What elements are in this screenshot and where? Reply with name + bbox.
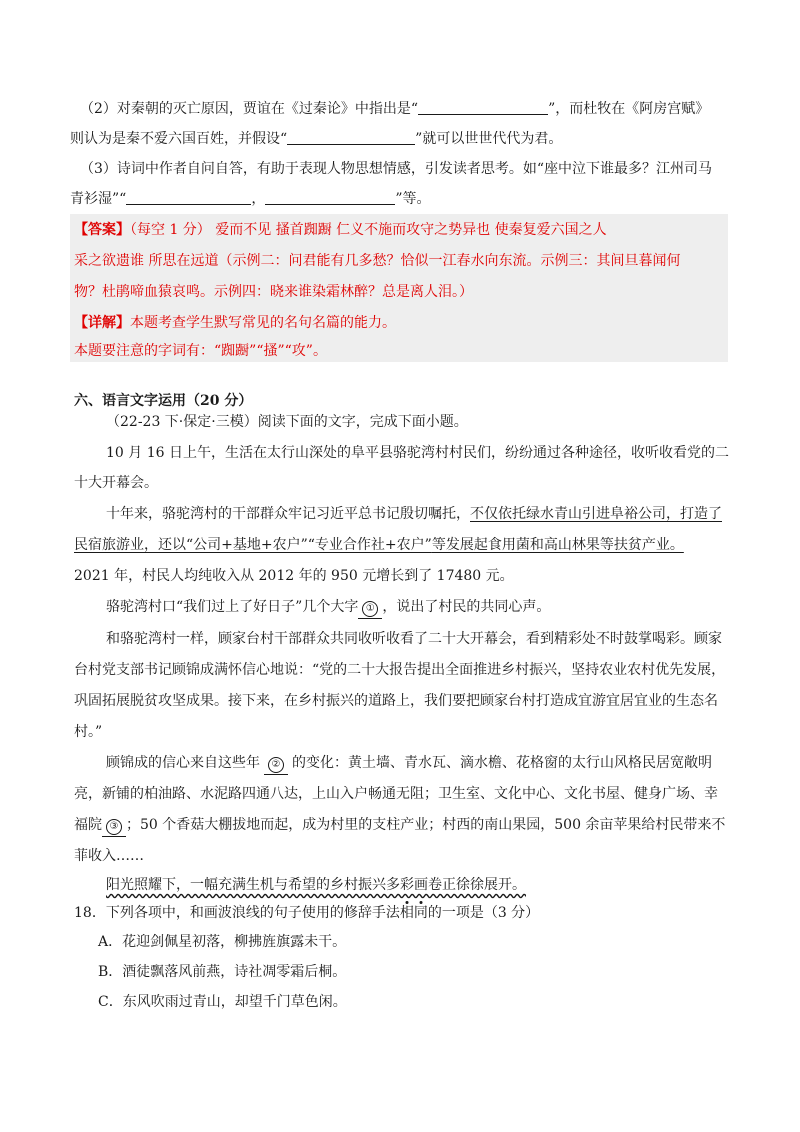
q18-text-b: 的一项是（3 分） [427, 905, 540, 921]
q2-text-c: 则认为是秦不爱六国百姓，并假设“ [70, 131, 288, 147]
section-intro: （22-23 下·保定·三模）阅读下面的文字，完成下面小题。 [106, 414, 468, 430]
answer-line2: 采之欲遗谁 所思在远道（示例二：问君能有几多愁？恰似一江春水向东流。示例三：其间旦暮闻何 [74, 253, 681, 269]
blank-3[interactable] [102, 814, 126, 837]
p6-text-d: ；50 个香菇大棚拔地而起，成为村里的支柱产业；村西的南山果园，500 余亩苹果给村民带来不 [126, 817, 726, 833]
detail-text-1: 本题考查学生默写常见的名句名篇的能力。 [130, 315, 396, 331]
option-c[interactable]: C．东风吹雨过青山，却望千门草色闲。 [98, 994, 347, 1010]
p5-line1: 和骆驼湾村一样，顾家台村干部群众共同收听收看了二十大开幕会，看到精彩处不时鼓掌喝彩。顾家 [106, 631, 722, 647]
p3-line: 2021 年，村民人均纯收入从 2012 年的 950 元增长到了 17480 元。 [74, 568, 514, 584]
q2-text-b: ”，而杜牧在《阿房宫赋》 [548, 101, 710, 117]
q2-text-d: ”就可以世世代代为君。 [415, 131, 563, 147]
mark-1: ① [362, 601, 378, 617]
q3-line1: （3）诗词中作者自问自答，有助于表现人物思想情感，引发读者思考。如“座中泣下谁最多？江州司马 [80, 161, 713, 177]
mark-3: ③ [106, 819, 122, 835]
detail-label: 【详解】 [74, 315, 130, 331]
p2-text-a: 十年来，骆驼湾村的干部群众牢记习近平总书记殷切嘱托， [106, 506, 470, 522]
p2-line1 [106, 503, 722, 525]
p6-line1 [106, 752, 712, 775]
q3-text-b: ， [251, 191, 266, 207]
p6-line3 [74, 814, 725, 837]
p5-line2: 台村党支部书记顾锦成满怀信心地说：“党的二十大报告提出全面推进乡村振兴，坚持农业农村优先发展， [74, 662, 726, 678]
answer-label: 【答案】 [74, 222, 130, 238]
q2-line1 [80, 98, 709, 120]
q2-blank-2[interactable] [287, 128, 415, 145]
p6-line4: 菲收入…… [74, 848, 144, 864]
q3-blank-2[interactable] [265, 188, 395, 205]
q3-line2 [70, 188, 431, 210]
section-heading: 六、语言文字运用（20 分） [74, 393, 253, 409]
q3-text-a: 青衫湿”“ [70, 191, 127, 207]
p5-line4: 村。” [74, 724, 103, 740]
answer-text-1: （每空 1 分） 爱而不见 搔首踟蹰 仁义不施而攻守之势异也 使秦复爱六国之人 [130, 222, 607, 238]
mark-2: ② [268, 757, 284, 773]
q18-emphasis-1: 相 [399, 905, 414, 921]
p4-line [106, 596, 550, 619]
blank-2[interactable] [264, 752, 288, 775]
p2-underlined-c: 等发展起食用菌和高山林果等扶贫产业。 [431, 537, 684, 553]
blank-1[interactable] [358, 596, 382, 619]
option-a[interactable]: A．花迎剑佩星初落，柳拂旌旗露未干。 [98, 934, 347, 950]
p4-text-b: ，说出了村民的共同心声。 [382, 599, 551, 615]
p1-line2: 十大开幕会。 [74, 475, 158, 491]
p2-underlined-a: 不仅依托绿水青山引进阜裕公司，打造了 [470, 506, 722, 522]
detail-line2: 本题要注意的字词有：“踟蹰”“搔”“攻”。 [74, 343, 327, 359]
p6-text-b: 的变化：黄土墙、青水瓦、滴水檐、花格窗的太行山风格民居宽敞明 [292, 755, 712, 771]
q18-text-a: 18．下列各项中，和画波浪线的句子使用的修辞手法 [74, 905, 400, 921]
q3-blank-1[interactable] [126, 188, 251, 205]
p4-text-a: 骆驼湾村口“我们过上了好日子”几个大字 [106, 599, 359, 615]
p6-text-c: 福院 [74, 817, 102, 833]
option-b[interactable]: B．酒徒飘落风前燕，诗社凋零霜后桐。 [98, 964, 347, 980]
p5-line3: 巩固拓展脱贫攻坚成果。接下来，在乡村振兴的道路上，我们要把顾家台村打造成宜游宜居宜业的生态名 [74, 693, 718, 709]
answer-line1 [74, 219, 607, 241]
q18-emphasis-2: 同 [413, 905, 428, 921]
p7-line [106, 874, 526, 896]
p2-line2 [74, 534, 684, 556]
p7-wavy-sentence: 阳光照耀下，一幅充满生机与希望的乡村振兴多彩画卷正徐徐展开。 [106, 877, 526, 893]
p6-text-a: 顾锦成的信心来自这些年 [106, 755, 260, 771]
p2-underlined-b: 民宿旅游业，还以“公司+基地+农户”“专业合作社+农户” [74, 537, 432, 553]
q2-blank-1[interactable] [418, 98, 548, 115]
answer-line3: 物？杜鹃啼血猿哀鸣。示例四：晓来谁染霜林醉？总是离人泪。） [74, 284, 473, 300]
q3-text-c: ”等。 [395, 191, 431, 207]
detail-line1 [74, 312, 396, 334]
p6-line2: 亮，新铺的柏油路、水泥路四通八达，上山入户畅通无阻；卫生室、文化中心、文化书屋、健身广场、幸 [74, 786, 718, 802]
q18-stem [74, 902, 539, 924]
q2-line2 [70, 128, 562, 150]
p1-line1: 10 月 16 日上午，生活在太行山深处的阜平县骆驼湾村村民们，纷纷通过各种途径，收听收看党的二 [106, 445, 729, 461]
q2-text-a: （2）对秦朝的灭亡原因，贾谊在《过秦论》中指出是“ [80, 101, 419, 117]
